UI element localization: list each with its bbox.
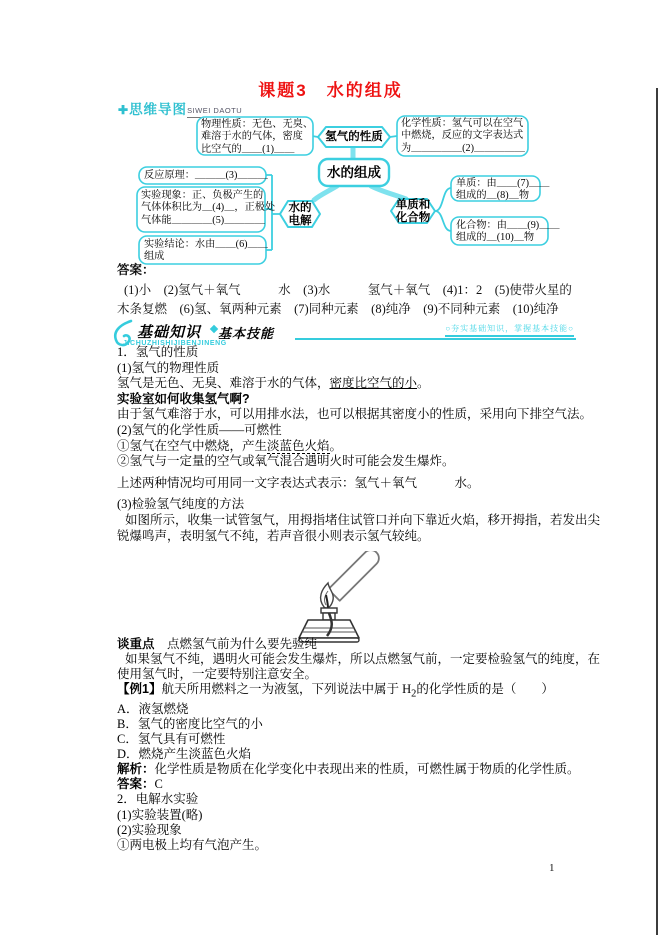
heading-electrolysis: 2．电解水实验 xyxy=(117,792,199,807)
collection-question: 实验室如何收集氢气啊? xyxy=(117,391,250,406)
test-tube-lamp-figure xyxy=(278,551,418,649)
electrolysis-setup: (1)实验装置(略) xyxy=(117,807,203,822)
knowledge-section-1 xyxy=(117,345,601,544)
water-electrolysis-node: 水的 电解 xyxy=(288,202,312,227)
option-b: B．氢气的密度比空气的小 xyxy=(117,716,263,731)
center-node-water-composition: 水的组成 xyxy=(327,165,381,180)
example-line: 【例1】航天所用燃料之一为液氢，下列说法中属于 $H_2$的化学性质的是（ ） xyxy=(117,682,554,700)
test-tube-icon xyxy=(328,551,379,601)
example-label: 【例1】 xyxy=(117,682,162,697)
answer-line xyxy=(117,777,589,792)
heading-hydrogen-properties: 1．氢气的性质 xyxy=(117,345,199,359)
sub-physical-properties: (1)氢气的物理性质 xyxy=(117,360,220,375)
banner-rule xyxy=(295,338,576,340)
option-a: A．液氢燃烧 xyxy=(117,701,189,716)
explosion-line: ②氢气与一定量的空气或氧气混合遇明火时可能会发生爆炸。 xyxy=(117,454,455,469)
elements-compounds-node: 单质和 化合物 xyxy=(395,199,431,224)
hydrogen-properties-node: 氢气的性质 xyxy=(325,131,383,143)
analysis-label: 解析： xyxy=(117,762,155,777)
tip-label: 谈重点 xyxy=(117,637,155,651)
mindmap-header-label: 思维导图 xyxy=(129,102,188,117)
experiment-phenomenon-box: 实验现象：正、负极产生的 气体体积比为＿(4)＿，正极处 气体能＿＿＿＿(5)＿＿＿＿ xyxy=(141,190,276,226)
simple-substance-box: 单质：由＿＿(7)＿＿ 组成的＿(8)＿物 xyxy=(456,178,550,202)
electrolysis-bubbles: ①两电极上均有气泡产生。 xyxy=(117,837,268,852)
purity-method-line-2: 锐爆鸣声，表明氢气不纯，若声音很小则表示氢气较纯。 xyxy=(117,528,430,543)
answers-block xyxy=(117,261,587,320)
experiment-conclusion-box: 实验结论：水由＿＿(6)＿＿ 组成 xyxy=(144,239,268,263)
analysis-line: 解析：化学性质是物质在化学变化中表现出来的性质，可燃性属于物质的化学性质。 xyxy=(117,762,580,777)
answers-label: 答案： xyxy=(117,263,155,277)
answers-line-2: 木条复燃 (6)氢、氧两种元素 (7)同种元素 (8)纯净 (9)不同种元素 (10)纯净 xyxy=(117,302,559,316)
mindmap-diagram xyxy=(0,110,661,268)
underlined-flame: 淡蓝色火焰 xyxy=(267,438,330,453)
flame-line: ①氢气在空气中燃烧，产生淡蓝色火焰。 xyxy=(117,438,343,453)
h2-subscript: 2 xyxy=(411,688,417,700)
option-c: C．氢气具有可燃性 xyxy=(117,732,226,747)
page-title: 课题3 水的组成 xyxy=(258,81,403,100)
answers-line-1: (1)小 (2)氢气＋氧气 水 (3)水 氢气＋氧气 (4)1：2 (5)使带火星的 xyxy=(124,282,572,297)
answer-label: 答案： xyxy=(117,777,155,792)
tip-line xyxy=(117,637,589,652)
option-d: D．燃烧产生淡蓝色火焰 xyxy=(117,747,252,762)
compound-box: 化合物：由＿＿(9)＿＿ 组成的＿(10)＿物 xyxy=(456,220,560,244)
lamp-cap xyxy=(321,608,337,613)
word-equation-line: 上述两种情况均可用同一文字表达式表示：氢气＋氧气 水。 xyxy=(117,475,480,490)
banner-pinyin: JICHUZHISHIJIBENJINENG xyxy=(123,340,227,347)
banner-separator xyxy=(210,325,218,333)
experiment-illustration xyxy=(278,551,418,649)
banner-title-sub: 基本技能 xyxy=(218,326,275,341)
banner-title-main: 基础知识 xyxy=(137,324,202,341)
scan-edge-line xyxy=(656,88,658,935)
collection-answer: 由于氢气难溶于水，可以用排水法，也可以根据其密度小的性质，采用向下排空气法。 xyxy=(117,407,593,422)
purity-method-line-1: 如图所示，收集一试管氢气，用拇指堵住试管口并向下靠近火焰，移开拇指，若发出尖 xyxy=(125,512,601,527)
cross-icon: ✚ xyxy=(118,103,129,117)
knowledge-section-2 xyxy=(117,637,601,853)
banner-slogan: ○夯实基础知识，掌握基本技能○ xyxy=(445,323,574,337)
physical-description-line: 氢气是无色、无臭、难溶于水的气体，密度比空气的小。 xyxy=(117,376,430,391)
physical-properties-box: 物理性质：无色、无臭、 难溶于水的气体，密度 比空气的＿＿(1)＿＿ xyxy=(201,119,314,155)
tip-body-line-1: 如果氢气不纯，遇明火可能会发生爆炸，所以点燃氢气前，一定要检验氢气的纯度，在 xyxy=(125,652,601,667)
sub-chemical-properties: (2)氢气的化学性质——可燃性 xyxy=(117,422,282,437)
sub-purity-check: (3)检验氢气纯度的方法 xyxy=(117,497,245,512)
mindmap-header-pinyin: SIWEI DAOTU xyxy=(187,106,305,118)
reaction-principle-box: 反应原理：＿＿＿(3)＿＿＿ xyxy=(144,169,268,181)
page-number: 1 xyxy=(549,862,555,874)
chemical-properties-box: 化学性质：氢气可以在空气 中燃烧，反应的文字表达式 为＿＿＿＿＿(2)＿＿＿＿＿ xyxy=(401,118,525,154)
electrolysis-phenomenon: (2)实验现象 xyxy=(117,822,182,837)
tip-body-line-2: 使用氢气时，一定要特别注意安全。 xyxy=(117,667,318,682)
tip-title: 点燃氢气前为什么要先验纯 xyxy=(167,637,318,651)
answer-value: C xyxy=(154,777,163,792)
underlined-density: 密度比空气的小 xyxy=(329,376,418,391)
